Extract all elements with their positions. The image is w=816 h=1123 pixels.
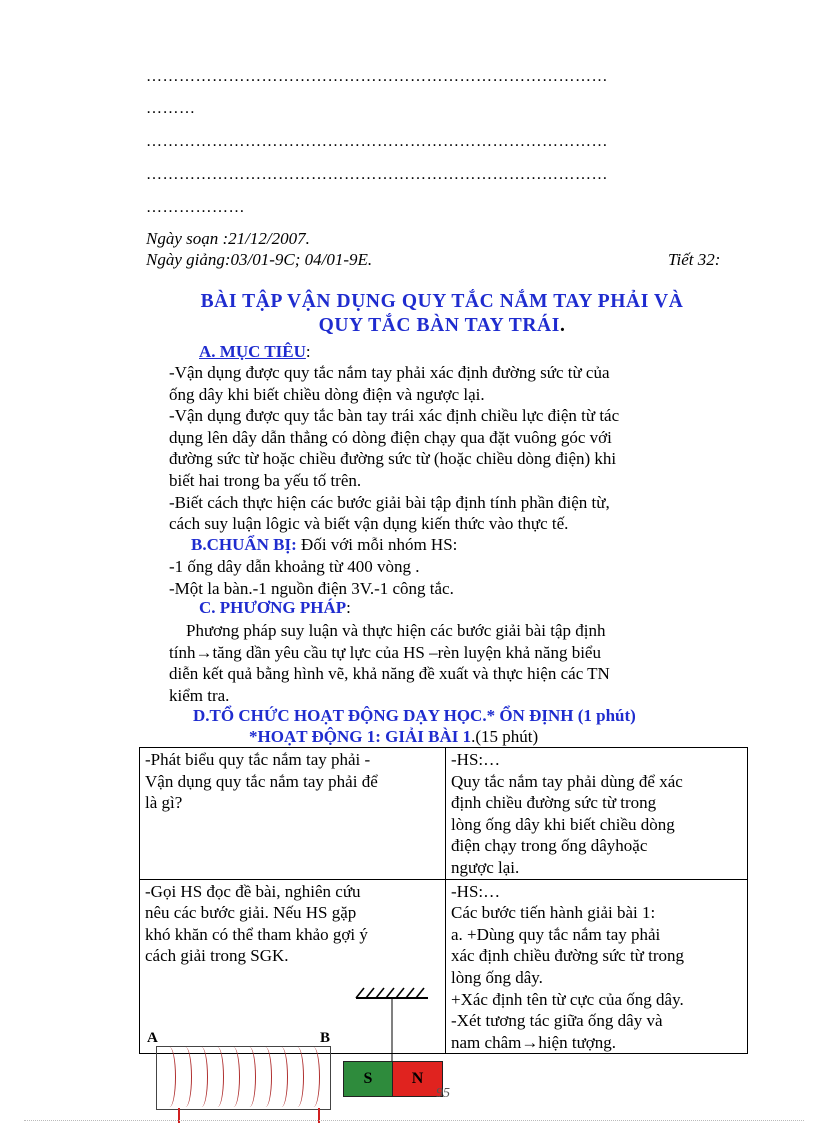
phuong-phap-body	[169, 620, 759, 706]
muc-tieu-line: đường sức từ hoặc chiều đường sức từ (hoặc chiều dòng điện) khi	[169, 449, 617, 469]
cell-line: xác định chiều đường sức từ trong	[451, 946, 685, 966]
muc-tieu-line: cách suy luận lôgic và biết vận dụng kiến thức vào thực tế.	[169, 514, 569, 534]
cell-line: lòng ống dây.	[451, 967, 543, 987]
cell-line: a. +Dùng quy tắc nắm tay phải	[451, 924, 661, 944]
muc-tieu-line: -Biết cách thực hiện các bước giải bài tập định tính phần điện từ,	[169, 492, 610, 512]
ngay-giang: Ngày giảng:03/01-9C; 04/01-9E.	[146, 250, 373, 269]
label-b: B	[320, 1030, 331, 1046]
cell-line: là gì?	[145, 793, 183, 813]
magnet-north-pole: N	[392, 1061, 443, 1097]
cell-line: -Xét tương tác giữa ống dây và	[451, 1011, 663, 1031]
table-cell-teacher	[140, 748, 446, 880]
chuan-bi-body	[169, 556, 454, 599]
cell-line: -Phát biểu quy tắc nắm tay phải -	[145, 750, 371, 769]
cell-line: -Gọi HS đọc đề bài, nghiên cứu	[145, 881, 361, 901]
coil-loop	[275, 1047, 288, 1107]
phuong-phap-line: Phương pháp suy luận và thực hiện các bước giải bài tập định	[186, 621, 606, 640]
dotted-line-3: …………………………………………………………………………	[146, 166, 608, 183]
table-cell-student	[446, 748, 748, 880]
hoat-dong-heading	[249, 727, 538, 747]
cell-line: Quy tắc nắm tay phải dùng để xác	[451, 771, 683, 791]
bottom-rule	[24, 1120, 804, 1121]
muc-tieu-title: A. MỤC TIÊU	[199, 342, 306, 361]
muc-tieu-line: -Vận dụng được quy tắc bàn tay trái xác định chiều lực điện từ tác	[169, 406, 620, 426]
cell-line: định chiều đường sức từ trong	[451, 793, 657, 813]
section-phuong-phap-heading	[199, 598, 351, 618]
solenoid-coil-icon	[156, 1046, 331, 1110]
coil-loop	[163, 1047, 176, 1107]
activity-table	[139, 747, 748, 1054]
section-muc-tieu-heading	[199, 342, 311, 362]
cell-line: lòng ống dây khi biết chiều dòng	[451, 814, 675, 834]
dotted-line-2: …………………………………………………………………………	[146, 133, 608, 150]
table-cell-student	[446, 879, 748, 1054]
chuan-bi-title: B.CHUẨN BỊ:	[191, 535, 297, 554]
section-chuan-bi-heading	[191, 535, 457, 555]
coil-loop	[259, 1047, 272, 1107]
cell-line: nêu các bước giải. Nếu HS gặp	[145, 903, 357, 923]
title-line2-end: .	[559, 315, 566, 336]
hanging-support-icon	[352, 985, 432, 1065]
muc-tieu-line: ống dây khi biết chiều dòng điện và ngược lại.	[169, 384, 485, 404]
cell-line: -HS:…	[451, 881, 501, 901]
dotted-line-3b: ………………	[146, 199, 245, 216]
chuan-bi-line: -Một la bàn.-1 nguồn điện 3V.-1 công tắc.	[169, 578, 454, 598]
phuong-phap-line: kiểm tra.	[169, 685, 230, 705]
muc-tieu-line: biết hai trong ba yếu tố trên.	[169, 470, 362, 490]
muc-tieu-line: dụng lên dây dẫn thẳng có dòng điện chạy qua đặt vuông góc với	[169, 427, 612, 447]
phuong-phap-line: diễn kết quả bằng hình vẽ, khả năng đề xuất và thực hiện các TN	[169, 664, 610, 684]
chuan-bi-rest: Đối với mỗi nhóm HS:	[296, 535, 458, 554]
cell-line: nam châm→hiện tượng.	[451, 1032, 617, 1052]
cell-line: ngược lại.	[451, 857, 520, 877]
muc-tieu-colon: :	[305, 342, 311, 361]
chuan-bi-line: -1 ống dây dẫn khoảng từ 400 vòng .	[169, 557, 420, 576]
magnet-south-pole: S	[343, 1061, 393, 1097]
cell-line: Các bước tiến hành giải bài 1:	[451, 903, 656, 923]
muc-tieu-line: -Vận dụng được quy tắc nắm tay phải xác định đường sức từ của	[169, 363, 610, 382]
page-title-line2	[140, 315, 744, 337]
page-number: 95	[436, 1086, 450, 1101]
coil-loop	[227, 1047, 240, 1107]
hoat-dong-title: *HOẠT ĐỘNG 1: GIẢI BÀI 1	[249, 727, 472, 746]
title-line2-text: QUY TẮC BÀN TAY TRÁI	[318, 315, 560, 336]
label-a: A	[147, 1030, 158, 1046]
cell-line: -HS:…	[451, 750, 501, 769]
tiet: Tiết 32:	[668, 250, 721, 269]
dotted-line-1: …………………………………………………………………………	[146, 68, 608, 85]
to-chuc-heading: D.TỔ CHỨC HOẠT ĐỘNG DẠY HỌC.* ỔN ĐỊNH (1 phút)	[193, 706, 636, 725]
cell-line: +Xác định tên từ cực của ống dây.	[451, 989, 684, 1009]
coil-loop	[291, 1047, 304, 1107]
phuong-phap-colon: :	[346, 598, 351, 617]
coil-loop	[211, 1047, 224, 1107]
table-row	[140, 748, 748, 880]
ngay-soan: Ngày soạn :21/12/2007.	[146, 229, 310, 248]
hoat-dong-time: .(15 phút)	[471, 727, 539, 746]
table-row	[140, 879, 748, 1054]
cell-line: khó khăn có thể tham khảo gợi ý	[145, 924, 368, 944]
phuong-phap-title: C. PHƯƠNG PHÁP	[199, 598, 347, 617]
coil-loop	[243, 1047, 256, 1107]
page-title-line1: BÀI TẬP VẬN DỤNG QUY TẮC NẮM TAY PHẢI VÀ	[200, 291, 684, 312]
muc-tieu-body	[169, 362, 759, 535]
cell-line: Vận dụng quy tắc nắm tay phải để	[145, 771, 378, 791]
cell-line: điện chạy trong ống dâyhoặc	[451, 836, 648, 856]
coil-loop	[179, 1047, 192, 1107]
cell-line: cách giải trong SGK.	[145, 946, 289, 966]
coil-loop	[307, 1047, 320, 1107]
phuong-phap-line: tính→tăng dần yêu cầu tự lực của HS –rèn luyện khả năng biểu	[169, 642, 601, 662]
coil-loop	[195, 1047, 208, 1107]
dotted-line-1b: ………	[146, 100, 196, 117]
